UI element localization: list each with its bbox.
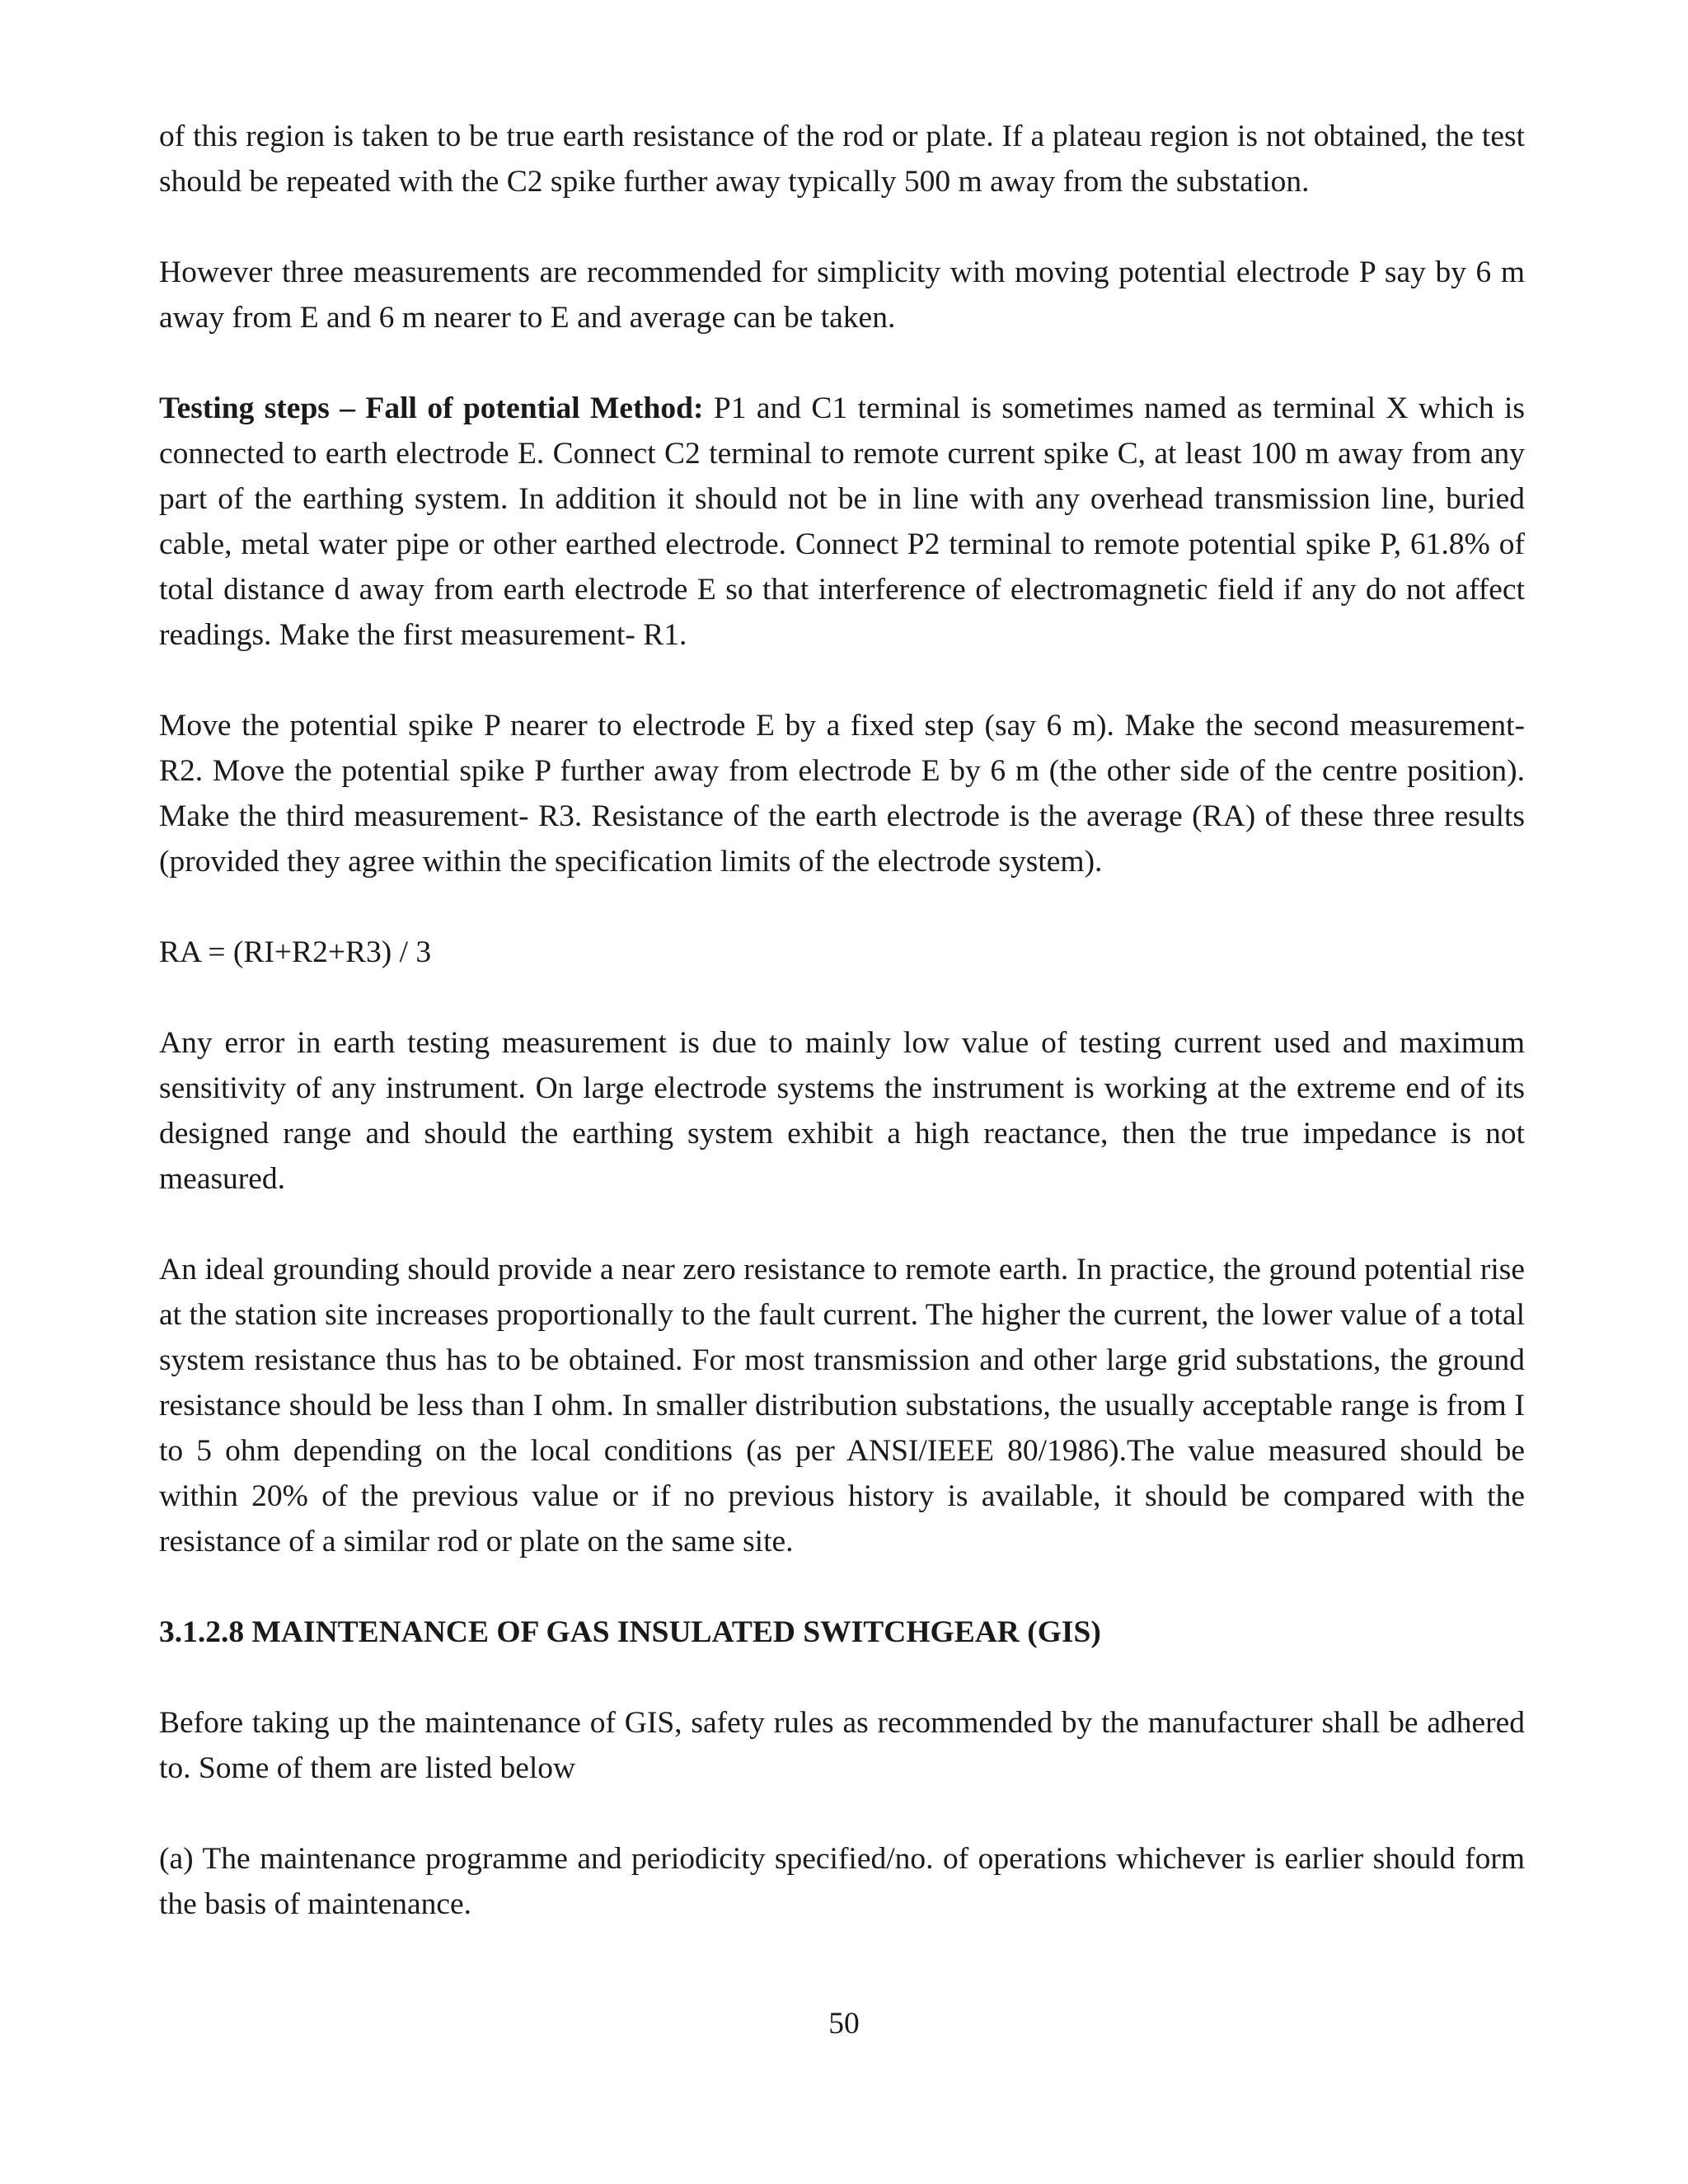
formula-average-resistance: RA = (RI+R2+R3) / 3 — [159, 935, 432, 969]
paragraph-measurement-error: Any error in earth testing measurement is due to mainly low value of testing current used and maximum sensitivity of any instrument. On large electrode systems the instrument is working at the extreme end of its designed range and should the earthing system exhibit a high reactance, then the true impedance is not measured. — [159, 1026, 1525, 1196]
paragraph-gis-safety: Before taking up the maintenance of GIS, safety rules as recommended by the manufacturer shall be adhered to. Some of them are listed below — [159, 1706, 1525, 1785]
page-number: 50 — [828, 2007, 860, 2041]
paragraph-ideal-grounding: An ideal grounding should provide a near zero resistance to remote earth. In practice, the ground potential rise at the station site increases proportionally to the fault current. The higher the current, the lower value of a total system resistance thus has to be obtained. For most transmission and other large grid substations, the ground resistance should be less than I ohm. In smaller distribution substations, the usually acceptable range is from I to 5 ohm depending on the local conditions (as per ANSI/IEEE 80/1986).The value measured should be within 20% of the previous value or if no previous history is available, it should be compared with the resistance of a similar rod or plate on the same site. — [159, 1253, 1525, 1558]
paragraph-plateau: of this region is taken to be true earth resistance of the rod or plate. If a plateau region is not obtained, the test should be repeated with the C2 spike further away typically 500 m away from the substation. — [159, 120, 1525, 199]
testing-steps-body: P1 and C1 terminal is sometimes named as terminal X which is connected to earth electrode E. Connect C2 terminal to remote current spike C, at least 100 m away from any part of the earthing system. In addition it should not be in line with any overhead transmission line, buried cable, metal water pipe or other earthed electrode. Connect P2 terminal to remote potential spike P, 61.8% of total distance d away from earth electrode E so that interference of electromagnetic field if any do not affect readings. Make the first measurement- R1. — [159, 391, 1525, 652]
paragraph-three-measurements: However three measurements are recommended for simplicity with moving potential electrode P say by 6 m away from E and 6 m nearer to E and average can be taken. — [159, 255, 1525, 335]
paragraph-maintenance-programme: (a) The maintenance programme and periodicity specified/no. of operations whichever is earlier should form the basis of maintenance. — [159, 1842, 1525, 1921]
testing-steps-lead: Testing steps – Fall of potential Method: — [159, 391, 704, 425]
paragraph-move-spike: Move the potential spike P nearer to electrode E by a fixed step (say 6 m). Make the second measurement- R2. Move the potential spike P further away from electrode E by 6 m (the other side of the centre position). Make the third measurement- R3. Resistance of the earth electrode is the average (RA) of these three results (provided they agree within the specification limits of the electrode system). — [159, 709, 1525, 879]
section-heading-gis: 3.1.2.8 MAINTENANCE OF GAS INSULATED SWITCHGEAR (GIS) — [159, 1615, 1101, 1649]
paragraph-testing-steps — [159, 386, 1525, 658]
